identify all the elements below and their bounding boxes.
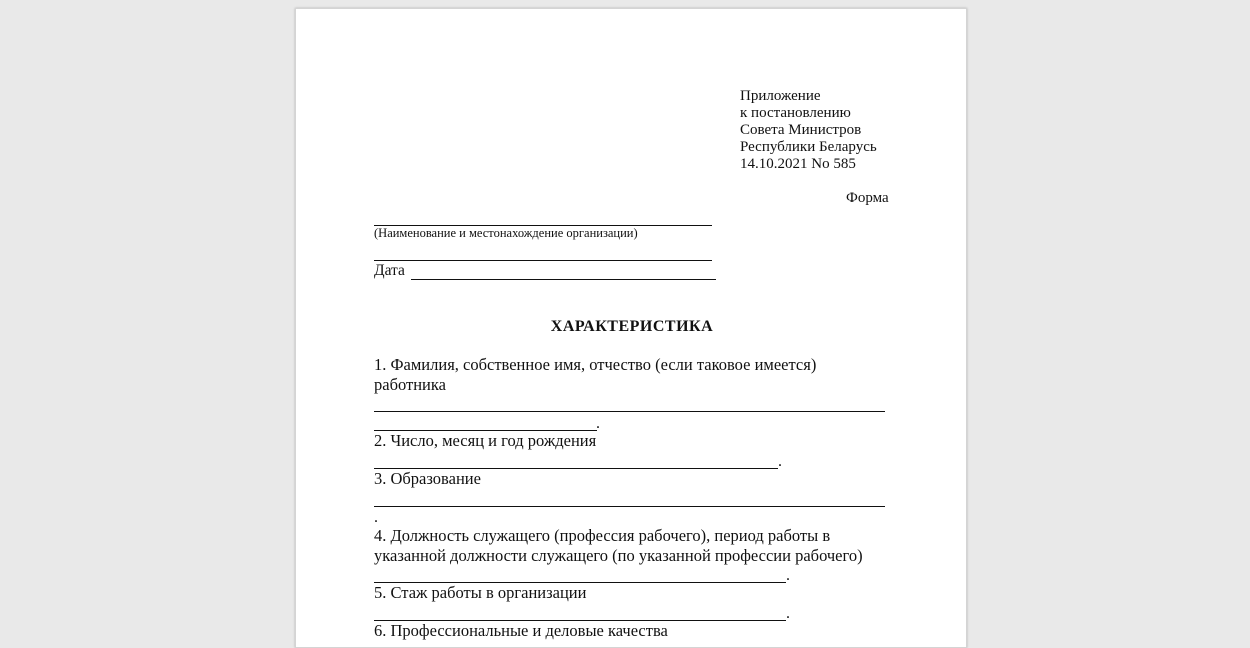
appendix-block bbox=[740, 88, 877, 173]
item-2-label: 2. Число, месяц и год рождения bbox=[374, 431, 597, 450]
appendix-line-3: Совета Министров bbox=[740, 122, 862, 138]
item-1-line-2: работника bbox=[374, 375, 446, 394]
org-name-line-2 bbox=[374, 260, 712, 261]
item-4-line-1: 4. Должность служащего (профессия рабочего), период работы в bbox=[374, 526, 831, 545]
date-line bbox=[411, 279, 716, 280]
item-1-line-1: 1. Фамилия, собственное имя, отчество (если таковое имеется) bbox=[374, 355, 817, 374]
item-2-period: . bbox=[778, 453, 782, 470]
item-4-period: . bbox=[786, 567, 790, 584]
form-label: Форма bbox=[846, 190, 889, 206]
item-3-blank-line bbox=[374, 506, 885, 507]
item-3-label: 3. Образование bbox=[374, 469, 481, 488]
item-5-period: . bbox=[786, 605, 790, 622]
appendix-line-2: к постановлению bbox=[740, 105, 851, 121]
item-1-period: . bbox=[596, 415, 600, 432]
date-label: Дата bbox=[374, 262, 405, 279]
item-5-label: 5. Стаж работы в организации bbox=[374, 583, 587, 602]
item-4-line-2: указанной должности служащего (по указанной профессии рабочего) bbox=[374, 546, 863, 565]
appendix-line-4: Республики Беларусь bbox=[740, 139, 877, 155]
document-title: ХАРАКТЕРИСТИКА bbox=[550, 318, 714, 335]
item-1-blank-line bbox=[374, 411, 885, 412]
item-3-period: . bbox=[374, 509, 378, 526]
org-caption: (Наименование и местонахождение организации) bbox=[374, 226, 638, 240]
appendix-line-5: 14.10.2021 No 585 bbox=[740, 156, 856, 172]
document-page bbox=[295, 8, 967, 648]
appendix-line-1: Приложение bbox=[740, 88, 821, 104]
item-6-label: 6. Профессиональные и деловые качества bbox=[374, 621, 668, 640]
